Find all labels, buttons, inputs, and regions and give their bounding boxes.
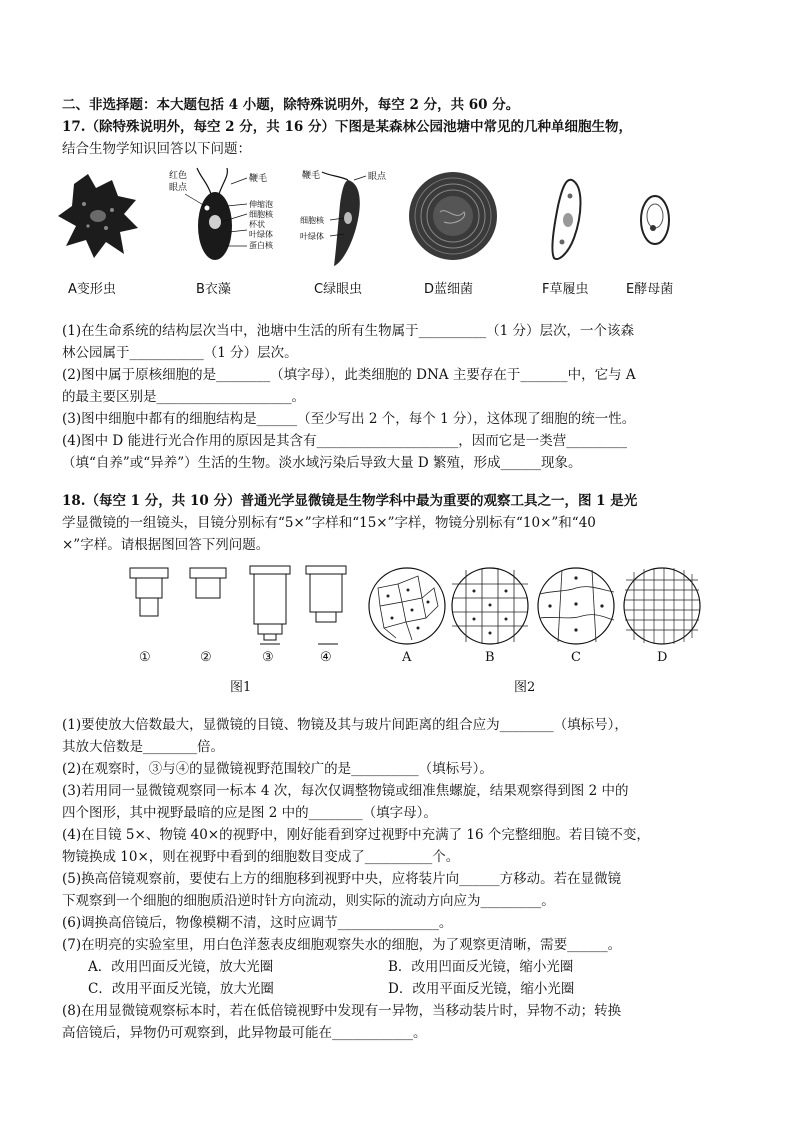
- q17-line-1: (1)在生命系统的结构层次当中，池塘中生活的所有生物属于__________（1 分）层次，一个该森: [62, 323, 635, 339]
- paramecium-image: [532, 166, 602, 271]
- b-label-nucleus: 细胞核: [249, 210, 273, 219]
- caption-a: A变形虫: [68, 282, 116, 297]
- organisms-figure: [62, 166, 732, 316]
- option-d: D．改用平面反光镜，缩小光圈: [388, 981, 575, 997]
- exam-page: [62, 94, 732, 1044]
- q18-line-7: 物镜换成 10×，则在视野中看到的细胞数目变成了__________个。: [62, 849, 460, 865]
- q18-line-9: 下观察到一个细胞的细胞质沿逆时针方向流动，则实际的流动方向应为_________。: [62, 893, 555, 909]
- option-c: C．改用平面反光镜，放大光圈: [88, 981, 274, 997]
- organism-b-chlamydomonas: [167, 166, 273, 271]
- yeast-image: [620, 166, 690, 271]
- q17-line-3: (2)图中属于原核细胞的是________（填字母），此类细胞的 DNA 主要存在于_______中，它与 A: [62, 367, 636, 383]
- q18-line-5: 四个图形，其中视野最暗的应是图 2 中的________（填字母）。: [62, 805, 437, 821]
- organism-e-yeast: [620, 166, 720, 271]
- q18-intro-text-1: 18.（每空 1 分，共 10 分）普通光学显微镜是生物学科中最为重要的观察工具之一，图 1 是光: [62, 493, 638, 509]
- c-label-chloroplast: 叶绿体: [300, 232, 324, 241]
- q18-tail-2: 高倍镜后，异物仍可观察到，此异物最可能在____________。: [62, 1025, 427, 1041]
- lens-label-1: ①: [139, 650, 151, 665]
- euglena-image: [300, 166, 400, 271]
- amoeba-image: [54, 166, 144, 266]
- q18-line-3: (2)在观察时，③与④的显微镜视野范围较广的是__________（填标号）。: [62, 761, 493, 777]
- view-label-c: C: [571, 650, 581, 665]
- q17-line-7: （填“自养”或“异养”）生活的生物。淡水域污染后导致大量 D 繁殖，形成______现象。: [62, 455, 582, 471]
- view-label-a: A: [402, 650, 412, 665]
- view-label-b: B: [485, 650, 495, 665]
- cyanobacteria-image: [398, 166, 508, 271]
- organism-f-paramecium: [532, 166, 632, 271]
- q18-intro-line-1: [62, 490, 732, 512]
- b-label-pyrenoid: 蛋白核: [249, 241, 273, 250]
- organism-a-amoeba: [54, 166, 154, 266]
- q18-line-11: (7)在明亮的实验室里，用白色洋葱表皮细胞观察失水的细胞，为了观察更清晰，需要______。: [62, 937, 622, 953]
- option-b: B．改用凹面反光镜，缩小光圈: [388, 959, 574, 975]
- b-label-flagellum: 鞭毛: [249, 174, 268, 184]
- q18-line-8: (5)换高倍镜观察前，要使右上方的细胞移到视野中央，应将装片向______方移动。若在显微镜: [62, 871, 622, 887]
- q18-options-row-1: [62, 956, 732, 978]
- c-label-flagellum: 鞭毛: [302, 171, 321, 181]
- q18-tail-1: (8)在用显微镜观察标本时，若在低倍镜视野中发现有一异物，当移动装片时，异物不动；转换: [62, 1003, 622, 1019]
- figure-1-caption: 图1: [230, 680, 252, 695]
- lens-and-views-image: [62, 562, 732, 712]
- q18-line-2: 其放大倍数是________倍。: [62, 739, 224, 755]
- q18-line-10: (6)调换高倍镜后，物像模糊不清，这时应调节_______________。: [62, 915, 453, 931]
- caption-d: D蓝细菌: [424, 282, 474, 297]
- q18-line-4: (3)若用同一显微镜观察同一标本 4 次，每次仅调整物镜或细准焦螺旋，结果观察得到图 2 中的: [62, 783, 629, 799]
- microscope-figures: [62, 562, 732, 712]
- b-label-red: 红色: [169, 171, 188, 181]
- lens-label-4: ④: [320, 650, 332, 665]
- organism-c-euglena: [300, 166, 400, 271]
- q18-line-1: (1)要使放大倍数最大，显微镜的目镜、物镜及其与玻片间距离的组合应为________（填标号），: [62, 717, 628, 733]
- c-label-eyespot: 眼点: [368, 172, 387, 182]
- caption-b: B衣藻: [196, 282, 231, 297]
- b-label-eyespot: 眼点: [169, 183, 188, 193]
- q17-line-2: 林公园属于___________（1 分）层次。: [62, 345, 298, 361]
- caption-e: E酵母菌: [626, 282, 674, 297]
- q18-options-row-2: [62, 978, 732, 1000]
- q18-intro-line-3: ×”字样。请根据图回答下列问题。: [62, 537, 270, 553]
- chlamydomonas-image: [167, 166, 297, 271]
- q17-line-6: (4)图中 D 能进行光合作用的原因是其含有_____________________，因而它是一类营_________: [62, 433, 628, 449]
- q18-line-6: (4)在目镜 5×、物镜 40×的视野中，刚好能看到穿过视野中充满了 16 个完整细胞。若目镜不变，: [62, 827, 650, 843]
- q17-intro-line-1: 17.（除特殊说明外，每空 2 分，共 16 分）下图是某森林公园池塘中常见的几种单细胞生物，: [62, 119, 632, 135]
- figure-2-caption: 图2: [514, 680, 536, 695]
- c-label-nucleus: 细胞核: [300, 216, 324, 225]
- lens-label-3: ③: [262, 650, 274, 665]
- q17-intro: [62, 116, 732, 138]
- b-label-cup: 杯状: [249, 220, 265, 229]
- organism-d-cyanobacteria: [398, 166, 498, 271]
- view-label-d: D: [657, 650, 668, 665]
- q17-line-4: 的最主要区别是____________________。: [62, 389, 305, 405]
- caption-c: C绿眼虫: [314, 282, 363, 297]
- caption-f: F草履虫: [542, 282, 589, 297]
- q17-line-5: (3)图中细胞中都有的细胞结构是______（至少写出 2 个，每个 1 分），这体现了细胞的统一性。: [62, 411, 636, 427]
- q18-intro-line-2: 学显微镜的一组镜头，目镜分别标有“5×”字样和“15×”字样，物镜分别标有“10×”和“40: [62, 515, 596, 531]
- lens-label-2: ②: [200, 650, 212, 665]
- b-label-chloroplast: 叶绿体: [249, 230, 273, 239]
- q17-intro-line-2: 结合生物学知识回答以下问题：: [62, 141, 251, 157]
- option-a: A．改用凹面反光镜，放大光圈: [88, 959, 274, 975]
- section-heading: 二、非选择题：本大题包括 4 小题，除特殊说明外，每空 2 分，共 60 分。: [62, 97, 520, 113]
- b-label-vacuole: 伸缩泡: [249, 200, 273, 209]
